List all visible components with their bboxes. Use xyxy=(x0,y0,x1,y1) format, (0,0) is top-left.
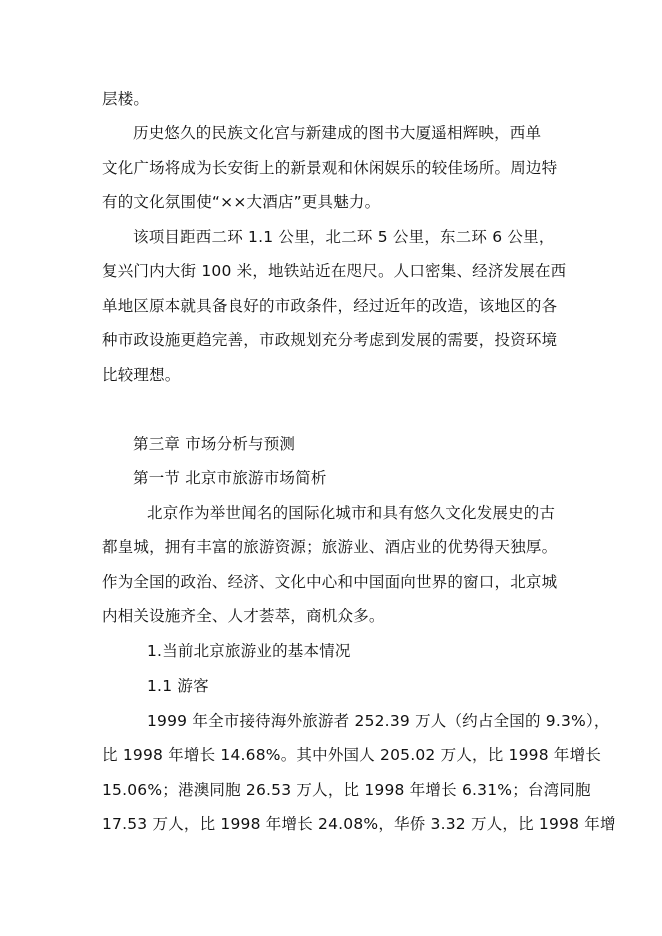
paragraph-line: 作为全国的政治、经济、文化中心和中国面向世界的窗口，北京城 xyxy=(102,573,558,591)
paragraph-line: 15.06%；港澳同胞 26.53 万人，比 1998 年增长 6.31%；台湾同胞 xyxy=(102,781,591,799)
paragraph-line: 文化广场将成为长安街上的新景观和休闲娱乐的较佳场所。周边特 xyxy=(102,159,558,177)
subheading: 1.1 游客 xyxy=(147,677,209,695)
paragraph-line: 都皇城，拥有丰富的旅游资源；旅游业、酒店业的优势得天独厚。 xyxy=(102,538,558,556)
paragraph-line: 层楼。 xyxy=(102,90,150,108)
paragraph-line: 17.53 万人，比 1998 年增长 24.08%，华侨 3.32 万人，比 1998 年增 xyxy=(102,815,616,833)
paragraph-line: 1999 年全市接待海外旅游者 252.39 万人（约占全国的 9.3%）， xyxy=(147,712,610,730)
paragraph-line: 单地区原本就具备良好的市政条件，经过近年的改造，该地区的各 xyxy=(102,297,558,315)
paragraph-line: 有的文化氛围使“××大酒店”更具魅力。 xyxy=(102,193,381,211)
paragraph-line: 历史悠久的民族文化宫与新建成的图书大厦遥相辉映，西单 xyxy=(133,124,542,142)
paragraph-line: 比较理想。 xyxy=(102,366,181,384)
paragraph-line: 北京作为举世闻名的国际化城市和具有悠久文化发展史的古 xyxy=(147,504,556,522)
chapter-heading: 第三章 市场分析与预测 xyxy=(133,435,296,453)
section-heading: 第一节 北京市旅游市场简析 xyxy=(133,469,327,487)
paragraph-line: 比 1998 年增长 14.68%。其中外国人 205.02 万人，比 1998 年增长 xyxy=(102,746,602,764)
paragraph-line: 内相关设施齐全、人才荟萃，商机众多。 xyxy=(102,607,385,625)
paragraph-line: 该项目距西二环 1.1 公里，北二环 5 公里，东二环 6 公里， xyxy=(133,228,555,246)
paragraph-line: 种市政设施更趋完善，市政规划充分考虑到发展的需要，投资环境 xyxy=(102,331,558,349)
paragraph-line: 复兴门内大街 100 米，地铁站近在咫尺。人口密集、经济发展在西 xyxy=(102,262,567,280)
subheading: 1.当前北京旅游业的基本情况 xyxy=(147,642,351,660)
